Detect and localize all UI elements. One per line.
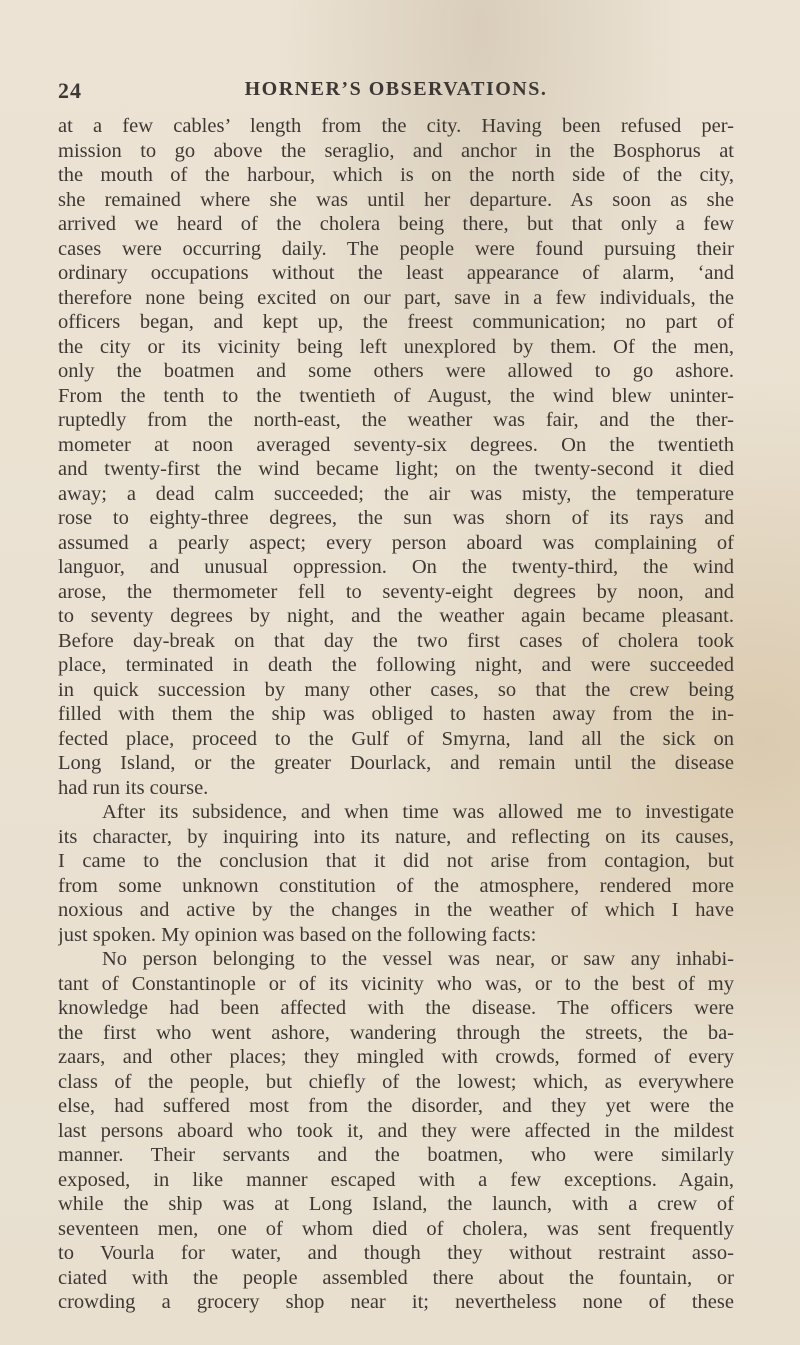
- text-line: arose, the thermometer fell to seventy-eight degrees by noon, and: [58, 580, 734, 603]
- text-line: languor, and unusual oppression. On the twenty-third, the wind: [58, 556, 734, 578]
- page-header: [58, 78, 734, 108]
- text-line: she remained where she was until her departure. As soon as she: [58, 188, 734, 211]
- text-line: From the tenth to the twentieth of August, the wind blew uninter-: [58, 384, 734, 407]
- text-line: Long Island, or the greater Dourlack, and remain until the disease: [58, 752, 734, 774]
- text-line: away; a dead calm succeeded; the air was misty, the temperature: [58, 482, 734, 505]
- text-line: its character, by inquiring into its nature, and reflecting on its causes,: [58, 825, 734, 848]
- text-line: ordinary occupations without the least appearance of alarm, ‘and: [58, 262, 734, 284]
- text-line: therefore none being excited on our part, save in a few individuals, the: [58, 286, 734, 309]
- text-line: knowledge had been affected with the disease. The officers were: [58, 997, 734, 1019]
- text-line: in quick succession by many other cases, so that the crew being: [58, 678, 734, 701]
- text-line: from some unknown constitution of the atmosphere, rendered more: [58, 874, 734, 897]
- text-line: mometer at noon averaged seventy-six degrees. On the twentieth: [58, 433, 734, 456]
- running-head: HORNER’S OBSERVATIONS.: [244, 78, 548, 100]
- text-line: crowding a grocery shop near it; nevertheless none of these: [58, 1291, 734, 1313]
- text-line: else, had suffered most from the disorder, and they yet were the: [58, 1095, 734, 1117]
- text-line: assumed a pearly aspect; every person aboard was complaining of: [58, 531, 734, 554]
- text-line: and twenty-first the wind became light; on the twenty-second it died: [58, 458, 734, 480]
- text-line: ruptedly from the north-east, the weather was fair, and the ther-: [58, 409, 734, 431]
- text-line: zaars, and other places; they mingled with crowds, formed of every: [58, 1046, 734, 1068]
- text-line: mission to go above the seraglio, and anchor in the Bosphorus at: [58, 139, 734, 162]
- text-line: Before day-break on that day the two first cases of cholera took: [58, 629, 734, 652]
- text-line: tant of Constantinople or of its vicinity who was, or to the best of my: [58, 972, 734, 995]
- text-line: only the boatmen and some others were allowed to go ashore.: [58, 360, 734, 382]
- text-line: last persons aboard who took it, and they were affected in the mildest: [58, 1119, 734, 1142]
- text-line: arrived we heard of the cholera being there, but that only a few: [58, 213, 734, 235]
- text-line: ciated with the people assembled there about the fountain, or: [58, 1266, 734, 1289]
- text-line: officers began, and kept up, the freest communication; no part of: [58, 311, 734, 333]
- text-line: manner. Their servants and the boatmen, who were similarly: [58, 1144, 734, 1166]
- text-line: No person belonging to the vessel was near, or saw any inhabi-: [102, 948, 734, 970]
- text-line: noxious and active by the changes in the weather of which I have: [58, 899, 734, 921]
- text-line: just spoken. My opinion was based on the following facts:: [58, 923, 537, 946]
- text-line: I came to the conclusion that it did not arise from contagion, but: [58, 850, 734, 872]
- text-line: had run its course.: [58, 776, 209, 799]
- text-line: class of the people, but chiefly of the lowest; which, as everywhere: [58, 1070, 734, 1093]
- text-line: to seventy degrees by night, and the weather again became pleasant.: [58, 605, 734, 627]
- text-line: at a few cables’ length from the city. Having been refused per-: [58, 115, 734, 137]
- text-line: rose to eighty-three degrees, the sun was shorn of its rays and: [58, 507, 734, 529]
- text-line: fected place, proceed to the Gulf of Smyrna, land all the sick on: [58, 727, 734, 750]
- body-text: [58, 114, 734, 1315]
- text-line: place, terminated in death the following night, and were succeeded: [58, 654, 734, 676]
- text-line: cases were occurring daily. The people were found pursuing their: [58, 237, 734, 260]
- text-line: filled with them the ship was obliged to hasten away from the in-: [58, 703, 734, 725]
- text-line: After its subsidence, and when time was allowed me to investigate: [102, 801, 734, 823]
- text-line: seventeen men, one of whom died of cholera, was sent frequently: [58, 1217, 734, 1240]
- text-line: the first who went ashore, wandering through the streets, the ba-: [58, 1021, 734, 1044]
- text-line: to Vourla for water, and though they without restraint asso-: [58, 1242, 734, 1264]
- text-line: the city or its vicinity being left unexplored by them. Of the men,: [58, 335, 734, 358]
- text-line: while the ship was at Long Island, the launch, with a crew of: [58, 1193, 734, 1215]
- text-line: exposed, in like manner escaped with a few exceptions. Again,: [58, 1168, 734, 1191]
- text-line: the mouth of the harbour, which is on the north side of the city,: [58, 164, 734, 186]
- page-number: 24: [58, 78, 82, 103]
